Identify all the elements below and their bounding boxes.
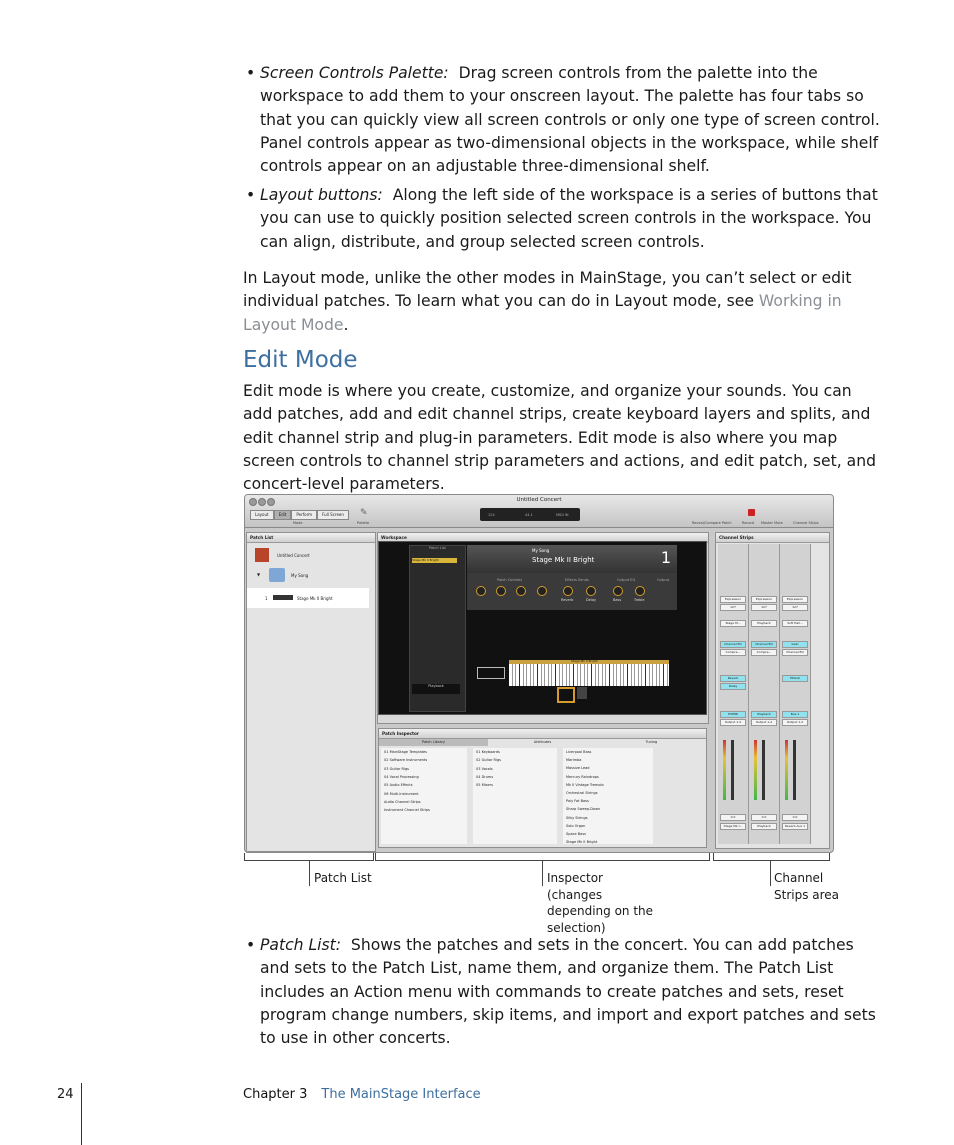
footer-chapter [243, 1087, 481, 1102]
tab-patch-library[interactable]: Patch Library [379, 739, 488, 746]
disclosure-icon[interactable]: ▼ [257, 572, 261, 577]
level-meter [723, 740, 726, 800]
page-number: 24 [57, 1087, 74, 1102]
working-in-layout-mode-link[interactable]: Working in Layout Mode [243, 292, 842, 334]
channel-strip [749, 544, 780, 844]
inspector-header: Patch Inspector [379, 729, 706, 739]
window-titlebar [245, 495, 833, 528]
strip-eq[interactable]: Gain [782, 641, 808, 648]
strip-inst[interactable]: Soft Hall... [782, 620, 808, 627]
channel-strips-panel [715, 532, 830, 849]
library-item[interactable]: 03 Vocals [476, 766, 493, 771]
channel-strips-header: Channel Strips [716, 533, 829, 543]
library-item[interactable]: 04 Drums [476, 774, 494, 779]
concert-icon [255, 548, 269, 562]
lcd-display [480, 508, 580, 521]
mode-layout-button[interactable]: Layout [250, 510, 274, 520]
strip-eq[interactable]: Channel EQ [720, 641, 746, 648]
patch-title: Stage Mk II Bright [532, 556, 595, 564]
strip-val[interactable]: 127 [751, 604, 777, 611]
strip-name[interactable]: Playback [751, 823, 777, 830]
bullet-term: Layout buttons: [260, 186, 383, 204]
patch-inspector-panel [378, 728, 707, 848]
library-item[interactable]: Audio Channel Strips [384, 799, 421, 804]
mode-fullscreen-button[interactable]: Full Screen [317, 510, 349, 520]
library-item[interactable]: Massive Lead [566, 766, 590, 771]
library-item[interactable]: 02 Software Instruments [384, 758, 428, 763]
knob-icon[interactable] [516, 586, 526, 596]
library-item[interactable]: Mercury Raindrops [566, 774, 599, 779]
library-column-1 [381, 748, 467, 844]
mode-label: Mode [293, 521, 303, 525]
song-bar [467, 545, 677, 573]
strip-send2[interactable]: Delay [720, 683, 746, 690]
tab-attributes[interactable]: Attributes [533, 740, 552, 744]
keyboard-icon [273, 595, 293, 600]
library-item[interactable]: Orchestral Strings [566, 791, 598, 795]
volume-fader[interactable] [762, 740, 765, 800]
knob-label-reverb: Reverb [561, 598, 574, 602]
strip-io[interactable]: Playback [751, 711, 777, 718]
pencil-icon[interactable]: ✎ [360, 508, 368, 518]
strip-inst[interactable]: Stage M... [720, 620, 746, 627]
bullet-text: Shows the patches and sets in the concert. You can add patches and sets to the Patch List, name them, and organize them. The Patch List includes an Action menu with commands to create patches and sets, reset program change numbers, skip items, and import and export patches and sets to use in other concerts. [260, 936, 876, 1048]
library-item[interactable]: 02 Guitar Rigs [476, 758, 501, 763]
strip-db: 0.0 [782, 814, 808, 821]
bullet-layout-buttons [243, 184, 883, 254]
section-output: Output [657, 578, 670, 582]
workspace-header: Workspace [378, 533, 708, 543]
bullet-dot: • [246, 936, 256, 954]
knob-icon[interactable] [476, 586, 486, 596]
strip-name[interactable]: Stage Mk I... [720, 823, 746, 830]
knob-icon[interactable] [496, 586, 506, 596]
library-item[interactable]: Stage Mk II Bright [566, 840, 598, 845]
concert-name: Untitled Concert [277, 553, 310, 558]
strip-io[interactable]: Bus 1 [782, 711, 808, 718]
pedal-icon[interactable] [557, 687, 575, 703]
callout-channel-strips: Channel Strips area [774, 871, 840, 902]
shelf-title: Patch List [429, 546, 446, 550]
mainstage-screenshot [244, 494, 834, 853]
layout-mode-paragraph [243, 267, 883, 337]
library-item[interactable]: 06 Multi-Instrument [384, 791, 419, 796]
level-meter [754, 740, 757, 800]
callout-line [309, 860, 310, 886]
set-name: My Song [291, 573, 309, 578]
toolbar-master-mute[interactable]: Master Mute [761, 521, 783, 525]
patch-number: 1 [265, 596, 268, 601]
section-heading: Edit Mode [243, 347, 358, 373]
bullet-patch-list [243, 934, 883, 1050]
section-patch-controls: Patch Controls [497, 578, 523, 582]
mode-perform-button[interactable]: Perform [291, 510, 317, 520]
window-title: Untitled Concert [516, 497, 562, 503]
channel-strip [718, 544, 749, 844]
library-item[interactable]: 01 Keyboards [476, 750, 500, 754]
strip-db: 0.0 [720, 814, 746, 821]
library-item[interactable]: 03 Guitar Rigs [384, 766, 409, 771]
callout-line [770, 860, 771, 886]
period: . [343, 315, 349, 334]
pedal-icon[interactable] [577, 687, 587, 699]
bullet-term: Screen Controls Palette: [260, 64, 449, 82]
library-item[interactable]: 05 Mixers [476, 783, 493, 788]
mode-buttons [250, 510, 349, 520]
strip-comp[interactable]: Channel EQ [782, 649, 808, 656]
paragraph-text: In Layout mode, unlike the other modes in MainStage, you can’t select or edit individual patches. To learn what you can do in Layout mode, see [243, 269, 852, 311]
strip-eq[interactable]: Channel EQ [751, 641, 777, 648]
song-name: My Song [532, 548, 550, 553]
keyboard-control[interactable] [509, 660, 669, 686]
set-row[interactable] [247, 565, 369, 587]
record-icon[interactable] [748, 509, 755, 516]
knob-label-treble: Treble [634, 598, 645, 602]
section-effects-sends: Effects Sends [565, 578, 589, 582]
strip-out[interactable]: Output 1-2 [720, 719, 746, 726]
strip-db: 0.0 [751, 814, 777, 821]
library-item[interactable]: Silky Strings [566, 815, 588, 820]
strip-expr: Expression [782, 596, 808, 603]
library-item[interactable]: Space Bass [566, 832, 586, 836]
strip-comp[interactable]: Compre... [720, 649, 746, 656]
knob-label-delay: Delay [586, 598, 597, 602]
strip-name[interactable]: Reverb Aux 1 [782, 823, 808, 830]
library-item[interactable]: Liverpool Bass [566, 750, 592, 754]
bullet-term: Patch List: [260, 936, 341, 954]
strip-expr: Expression [720, 596, 746, 603]
concert-row[interactable] [247, 545, 369, 565]
strip-comp[interactable]: Compre... [751, 649, 777, 656]
lcd-rate: 44.1 [525, 513, 533, 517]
toolbar-record[interactable]: Record [742, 521, 755, 525]
library-item[interactable]: Instrument Channel Strips [384, 808, 430, 813]
knob-label-bass: Bass [613, 598, 622, 602]
workspace-canvas [378, 541, 707, 715]
footer-divider [81, 1083, 82, 1145]
patch-number-large: 1 [660, 548, 671, 567]
bullet-dot: • [246, 186, 256, 204]
pitch-mod-wheel[interactable] [477, 667, 505, 679]
bullet-text: Along the left side of the workspace is a series of buttons that you can use to quickly position selected screen controls in the workspace. You can align, distribute, and group selected screen controls. [260, 186, 878, 251]
toolbar-channel-strips[interactable]: Channel Strips [793, 521, 819, 525]
library-column-3 [563, 748, 653, 844]
library-item[interactable]: Solo Organ [566, 823, 586, 828]
keyboard-label: Stage Mk II Bright [571, 659, 598, 663]
tab-tuning[interactable]: Tuning [645, 740, 658, 744]
callout-patch-list: Patch List [314, 871, 372, 885]
library-item[interactable]: 04 Vocal Processing [384, 774, 419, 779]
strip-expr: Expression [751, 596, 777, 603]
channel-strip [780, 544, 811, 844]
bullet-dot: • [246, 64, 256, 82]
volume-fader[interactable] [731, 740, 734, 800]
knob-delay[interactable] [586, 586, 596, 596]
chapter-title[interactable]: The MainStage Interface [321, 1087, 481, 1102]
strip-inst[interactable]: Playback [751, 620, 777, 627]
patch-list-header: Patch List [247, 533, 375, 543]
palette-label: Palette [357, 521, 370, 525]
patch-list-shelf [409, 545, 466, 712]
strip-out[interactable]: Output 1-2 [751, 719, 777, 726]
shelf-playback[interactable]: Playback [412, 684, 460, 694]
bullet-screen-controls-palette [243, 62, 883, 178]
strip-val[interactable]: 127 [720, 604, 746, 611]
library-item[interactable]: Marimba [566, 758, 582, 763]
patch-row[interactable] [247, 588, 369, 608]
folder-icon [269, 568, 285, 582]
channel-strips-bracket [713, 853, 830, 861]
library-item[interactable]: 05 Audio Effects [384, 783, 413, 788]
strip-send1[interactable]: Reverb [720, 675, 746, 682]
library-column-2 [473, 748, 557, 844]
strip-send1[interactable]: PtVerb [782, 675, 808, 682]
patch-name: Stage Mk II Bright [297, 596, 333, 601]
section-output-eq: Output EQ [617, 578, 636, 582]
edit-mode-paragraph: Edit mode is where you create, customize, and organize your sounds. You can add patches, add and edit channel strips, create keyboard layers and splits, and edit channel strip and plug-in parameters. Edit mode is also where you map screen controls to channel strip parameters and actions, and edit patch, set, and concert-level parameters. [243, 382, 876, 494]
bullet-text: Drag screen controls from the palette into the workspace to add them to your onscreen layout. The palette has four tabs so that you can quickly view all screen controls or only one type of screen control. Panel controls appear as two-dimensional objects in the workspace, while shelf controls appear on an adjustable three-dimensional shelf. [260, 64, 880, 176]
strip-out[interactable]: Output 1-2 [782, 719, 808, 726]
knob-reverb[interactable] [563, 586, 573, 596]
strip-io[interactable]: EVP88 [720, 711, 746, 718]
toolbar-reveal[interactable]: Reveal/Compare Patch [692, 521, 732, 525]
chapter-label: Chapter 3 [243, 1087, 308, 1102]
patch-list-panel [246, 532, 376, 852]
knob-bass[interactable] [613, 586, 623, 596]
level-meter [785, 740, 788, 800]
lcd-tempo: 124 [488, 513, 495, 517]
library-item[interactable]: Mk II Vintage Tremolo [566, 782, 604, 787]
callout-inspector: Inspector (changes depending on the selection) [547, 871, 654, 935]
library-item[interactable]: Sharp Sweep-Down [566, 807, 601, 812]
volume-fader[interactable] [793, 740, 796, 800]
shelf-patch[interactable]: Stage Mk II Bright [412, 558, 457, 563]
mode-edit-button[interactable]: Edit [274, 510, 292, 520]
library-item[interactable]: Poly Fat Bass [566, 799, 589, 804]
lcd-midi: MIDI IN [556, 513, 569, 517]
knob-treble[interactable] [635, 586, 645, 596]
knob-icon[interactable] [537, 586, 547, 596]
inspector-tabs [379, 739, 706, 746]
callout-line [542, 860, 543, 886]
library-item[interactable]: 01 MainStage Templates [384, 750, 427, 754]
strip-val[interactable]: 127 [782, 604, 808, 611]
